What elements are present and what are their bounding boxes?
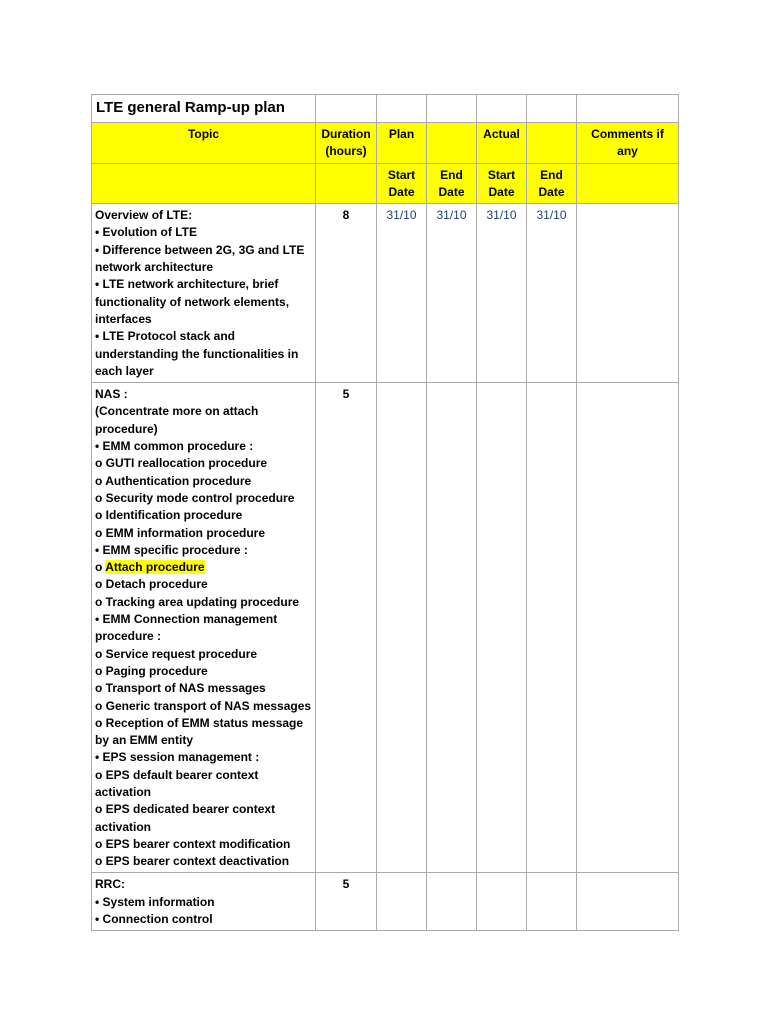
actual-end-cell [527,873,577,931]
header-actual-end-date: End Date [527,163,577,204]
topic-line: o Authentication procedure [95,473,252,488]
header-actual: Actual [477,123,527,164]
topic-cell [92,383,316,873]
topic-line: • Evolution of LTE [95,225,197,240]
table-row [92,204,679,383]
comments-cell [577,204,679,383]
actual-end-cell: 31/10 [527,204,577,383]
topic-line: o Detach procedure [95,577,208,592]
topic-line: o Generic transport of NAS messages [95,698,312,713]
topic-line: o GUTI reallocation procedure [95,456,268,471]
topic-line: • System information [95,894,215,909]
header-row-2 [92,163,679,204]
topic-line: o EPS bearer context modification [95,836,291,851]
document-title: LTE general Ramp-up plan [96,99,285,116]
plan-end-cell [427,873,477,931]
topic-line: • Connection control [95,912,213,927]
header-topic: Topic [92,123,316,164]
title-row [92,95,679,123]
actual-start-cell [477,383,527,873]
plan-end-cell [427,383,477,873]
topic-line: • EPS session management : [95,750,260,765]
header-comments: Comments if any [577,123,679,164]
comments-cell [577,383,679,873]
highlighted-attach-procedure: Attach procedure [105,560,205,575]
topic-line: o Identification procedure [95,508,243,523]
actual-start-cell [477,873,527,931]
plan-end-cell: 31/10 [427,204,477,383]
ramp-up-plan-table [91,94,679,931]
topic-line: (Concentrate more on attach procedure) [95,404,259,436]
topic-line: o Service request procedure [95,646,258,661]
duration-cell: 5 [316,873,377,931]
topic-line: o EPS dedicated bearer context activation [95,802,276,834]
topic-line: • LTE network architecture, brief functionality of network elements, interfaces [95,277,290,326]
header-actual-start-date: Start Date [477,163,527,204]
topic-heading: NAS : [95,387,128,402]
header-row-1 [92,123,679,164]
topic-cell [92,873,316,931]
header-duration: Duration (hours) [316,123,377,164]
topic-line: • EMM common procedure : [95,439,254,454]
topic-line: • Difference between 2G, 3G and LTE network architecture [95,242,305,275]
header-plan: Plan [377,123,427,164]
topic-line: o Security mode control procedure [95,490,295,505]
topic-line: o Reception of EMM status message by an EMM entity [95,715,304,748]
table-row [92,383,679,873]
topic-cell [92,204,316,383]
topic-line: o EMM information procedure [95,525,266,540]
header-plan-start-date: Start Date [377,163,427,204]
comments-cell [577,873,679,931]
topic-heading: RRC: [95,877,125,892]
duration-cell: 8 [316,204,377,383]
actual-start-cell: 31/10 [477,204,527,383]
topic-line: o EPS default bearer context activation [95,767,259,799]
header-plan-end-date: End Date [427,163,477,204]
topic-heading: Overview of LTE: [95,208,193,223]
topic-line: o Paging procedure [95,663,208,678]
duration-cell: 5 [316,383,377,873]
topic-line: • EMM specific procedure : [95,542,248,557]
topic-line: • EMM Connection management procedure : [95,612,278,644]
bullet-prefix: o [95,560,106,575]
plan-start-cell [377,873,427,931]
table-row [92,873,679,931]
topic-line: o EPS bearer context deactivation [95,854,290,869]
plan-start-cell [377,383,427,873]
topic-line [95,559,312,576]
topic-line: • LTE Protocol stack and understanding the functionalities in each layer [95,329,299,378]
actual-end-cell [527,383,577,873]
topic-line: o Transport of NAS messages [95,681,266,696]
plan-start-cell: 31/10 [377,204,427,383]
topic-line: o Tracking area updating procedure [95,594,300,609]
